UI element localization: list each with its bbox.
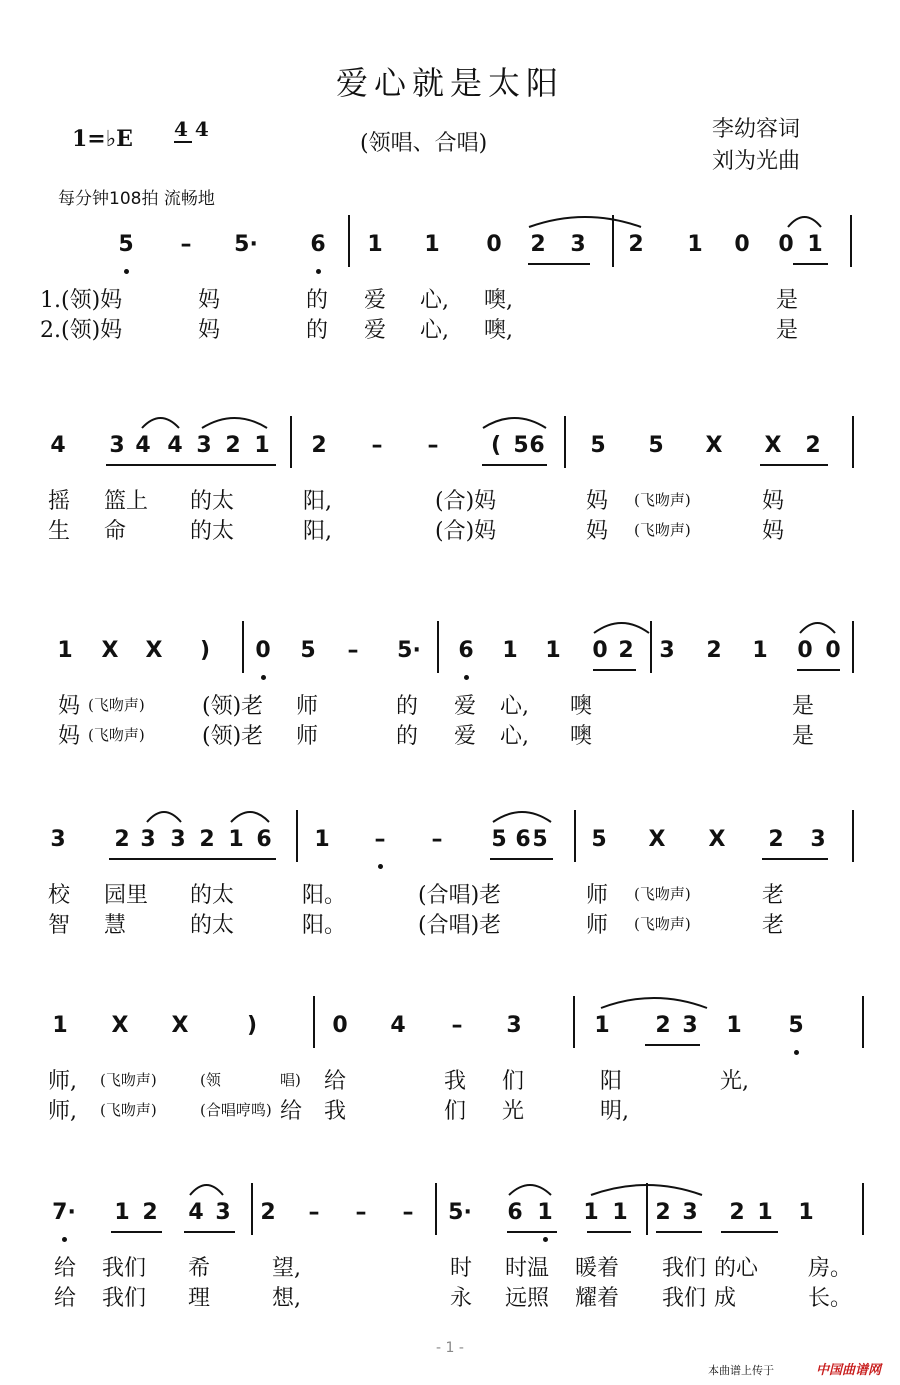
barline <box>296 810 298 862</box>
lyric-verse2: 2.(领)妈 <box>40 318 123 343</box>
barline <box>852 621 854 673</box>
lyric-verse1: 妈 <box>762 489 785 514</box>
slur <box>201 412 268 430</box>
note: 3 <box>570 232 586 257</box>
lyric-verse2: 们 <box>444 1099 467 1124</box>
parts-label: (领唱、合唱) <box>360 131 488 156</box>
lyric-verse1: 们 <box>502 1069 525 1094</box>
lyric-verse1: 爱 <box>364 288 387 313</box>
note: 1 <box>114 1200 130 1225</box>
octave-dot <box>261 675 266 680</box>
note: 3 <box>109 433 125 458</box>
note: X <box>764 433 782 458</box>
octave-dot <box>378 864 383 869</box>
lyric-verse2: 阳, <box>303 519 332 544</box>
lyric-verse2: 妈 <box>198 318 221 343</box>
lyric-verse1: 噢, <box>484 288 513 313</box>
lyric-verse2: (飞吻声) <box>100 1101 157 1119</box>
note: 3 <box>170 827 186 852</box>
note: 3 <box>140 827 156 852</box>
note: 4 <box>188 1200 204 1225</box>
note: 1 <box>228 827 244 852</box>
lyric-verse1: 是 <box>776 288 799 313</box>
lyric-verse1: 房。 <box>808 1256 853 1281</box>
note: 1 <box>757 1200 773 1225</box>
lyric-verse1: 唱) <box>280 1071 301 1089</box>
lyric-verse2: 爱 <box>454 724 477 749</box>
lyric-verse2: 师 <box>296 724 319 749</box>
note: – <box>431 827 443 852</box>
lyric-verse2: (领)老 <box>202 724 264 749</box>
note: 1 <box>314 827 330 852</box>
lyric-verse1: (领 <box>200 1071 221 1089</box>
note: 6 <box>458 638 474 663</box>
lyric-verse2: (飞吻声) <box>634 915 691 933</box>
lyric-verse1: 妈 <box>198 288 221 313</box>
lyric-verse2: 想, <box>272 1286 301 1311</box>
note: X <box>171 1013 189 1038</box>
lyric-verse2: 我 <box>324 1099 347 1124</box>
note: 2 <box>618 638 634 663</box>
note: 1 <box>502 638 518 663</box>
lyric-verse2: 爱 <box>364 318 387 343</box>
note: 6 <box>310 232 326 257</box>
barline <box>574 810 576 862</box>
lyric-verse1: 阳 <box>600 1069 623 1094</box>
lyric-verse2: 心, <box>420 318 449 343</box>
lyric-verse1: 师 <box>296 694 319 719</box>
octave-dot <box>543 1237 548 1242</box>
lyric-verse2: 心, <box>500 724 529 749</box>
beam-underline <box>106 464 276 466</box>
note: 2 <box>311 433 327 458</box>
note: 6 <box>515 827 531 852</box>
lyric-verse2: 智 <box>48 913 71 938</box>
note: 5 <box>788 1013 804 1038</box>
note: 5 <box>491 827 507 852</box>
lyric-verse1: 暖着 <box>575 1256 620 1281</box>
note: 3 <box>659 638 675 663</box>
barline <box>650 621 652 673</box>
lyric-verse2: 师 <box>586 913 609 938</box>
beam-underline <box>587 1231 631 1233</box>
lyric-verse1: 我们 <box>102 1256 147 1281</box>
barline <box>862 1183 864 1235</box>
note: 0 <box>592 638 608 663</box>
lyric-verse1: 妈 <box>58 694 81 719</box>
note: – <box>427 433 439 458</box>
lyric-verse1: (合唱)老 <box>418 883 502 908</box>
note: 5 <box>300 638 316 663</box>
note: 5 <box>118 232 134 257</box>
barline <box>850 215 852 267</box>
lyric-verse1: 校 <box>48 883 71 908</box>
lyric-verse1: 给 <box>324 1069 347 1094</box>
lyric-verse1: 师, <box>48 1069 77 1094</box>
note: 2 <box>142 1200 158 1225</box>
note: 4 <box>135 433 151 458</box>
site-brand-logo: 中国曲谱网 <box>816 1363 882 1378</box>
note: X <box>111 1013 129 1038</box>
barline <box>251 1183 253 1235</box>
note: 4 <box>167 433 183 458</box>
lyric-verse2: 远照 <box>505 1286 550 1311</box>
beam-underline <box>109 858 276 860</box>
lyric-verse1: 我们 <box>662 1256 707 1281</box>
beam-underline <box>645 1044 700 1046</box>
lyric-verse2: 明, <box>600 1099 629 1124</box>
lyric-verse2: 成 <box>714 1286 737 1311</box>
note: 2 <box>655 1200 671 1225</box>
lyric-verse1: 1.(领)妈 <box>40 288 123 313</box>
lyric-verse1: (领)老 <box>202 694 264 719</box>
lyric-verse1: 爱 <box>454 694 477 719</box>
note: 0 <box>734 232 750 257</box>
note: – <box>371 433 383 458</box>
lyric-verse1: 心, <box>500 694 529 719</box>
note: 1 <box>367 232 383 257</box>
note: – <box>374 827 386 852</box>
note: 3 <box>506 1013 522 1038</box>
lyric-verse1: 篮上 <box>104 489 149 514</box>
slur <box>482 412 547 430</box>
lyric-verse2: 我们 <box>662 1286 707 1311</box>
note: 1 <box>594 1013 610 1038</box>
lyric-verse1: 望, <box>272 1256 301 1281</box>
lyric-verse1: (飞吻声) <box>634 885 691 903</box>
lyric-verse2: 的太 <box>190 913 235 938</box>
lyric-verse2: 命 <box>104 519 127 544</box>
lyric-verse2: (合)妈 <box>435 519 497 544</box>
note: 5 <box>532 827 548 852</box>
beam-underline <box>507 1231 557 1233</box>
note: 5 <box>648 433 664 458</box>
note: 1 <box>57 638 73 663</box>
song-title: 爱心就是太阳 <box>335 64 564 102</box>
note: 0 <box>255 638 271 663</box>
lyric-verse2: 光 <box>502 1099 525 1124</box>
note: ) <box>199 638 211 663</box>
octave-dot <box>316 269 321 274</box>
note: 4 <box>390 1013 406 1038</box>
barline <box>852 416 854 468</box>
note: 1 <box>752 638 768 663</box>
tempo-marking: 每分钟108拍 流畅地 <box>58 189 215 209</box>
barline <box>573 996 575 1048</box>
note: 0 <box>797 638 813 663</box>
note: 2 <box>628 232 644 257</box>
note: 5· <box>234 232 258 257</box>
barline <box>242 621 244 673</box>
lyric-verse1: (飞吻声) <box>88 696 145 714</box>
beam-underline <box>528 263 590 265</box>
note: 2 <box>729 1200 745 1225</box>
lyric-verse1: 师 <box>586 883 609 908</box>
note: 0 <box>486 232 502 257</box>
barline <box>313 996 315 1048</box>
page-number: - 1 - <box>436 1340 464 1356</box>
lyric-verse1: (合)妈 <box>435 489 497 514</box>
slur <box>593 617 650 635</box>
lyric-verse2: (合唱)老 <box>418 913 502 938</box>
lyric-verse2: (飞吻声) <box>634 521 691 539</box>
lyric-verse2: (飞吻声) <box>88 726 145 744</box>
key-signature: 1=♭E <box>72 126 133 152</box>
beam-underline <box>793 263 828 265</box>
octave-dot <box>62 1237 67 1242</box>
lyric-verse2: 妈 <box>58 724 81 749</box>
beam-underline <box>762 858 828 860</box>
note: 1 <box>726 1013 742 1038</box>
lyric-verse1: 阳。 <box>302 883 347 908</box>
lyric-verse2: 长。 <box>808 1286 853 1311</box>
octave-dot <box>794 1050 799 1055</box>
note: ) <box>246 1013 258 1038</box>
note: 3 <box>215 1200 231 1225</box>
barline <box>348 215 350 267</box>
lyric-verse2: 我们 <box>102 1286 147 1311</box>
lyric-verse2: 给 <box>280 1099 303 1124</box>
lyric-verse2: 噢, <box>484 318 513 343</box>
note: 1 <box>52 1013 68 1038</box>
beam-underline <box>111 1231 162 1233</box>
note: X <box>708 827 726 852</box>
lyric-verse1: 我 <box>444 1069 467 1094</box>
note: 2 <box>706 638 722 663</box>
lyric-verse1: 摇 <box>48 489 71 514</box>
note: 1 <box>254 433 270 458</box>
note: 2 <box>768 827 784 852</box>
note: 1 <box>807 232 823 257</box>
note: 5· <box>397 638 421 663</box>
barline <box>437 621 439 673</box>
note: X <box>145 638 163 663</box>
lyric-verse2: 慧 <box>104 913 127 938</box>
lyric-verse1: 园里 <box>104 883 149 908</box>
note: 1 <box>612 1200 628 1225</box>
lyric-verse2: 妈 <box>586 519 609 544</box>
note: – <box>355 1200 367 1225</box>
slur <box>600 992 708 1010</box>
lyric-verse1: 光, <box>720 1069 749 1094</box>
slur <box>146 806 182 824</box>
note: 2 <box>225 433 241 458</box>
note: 2 <box>199 827 215 852</box>
note: 3 <box>682 1200 698 1225</box>
lyric-verse1: 的 <box>306 288 329 313</box>
octave-dot <box>464 675 469 680</box>
time-sig-line <box>174 141 192 143</box>
beam-underline <box>760 464 828 466</box>
beam-underline <box>721 1231 778 1233</box>
note: 6 <box>529 433 545 458</box>
lyric-verse2: (合唱哼鸣) <box>200 1101 272 1119</box>
note: 3 <box>196 433 212 458</box>
note: 2 <box>805 433 821 458</box>
lyric-verse1: 时温 <box>505 1256 550 1281</box>
note: 1 <box>537 1200 553 1225</box>
slur <box>189 1179 224 1197</box>
lyric-verse2: 的太 <box>190 519 235 544</box>
time-sig-bottom: 4 <box>194 117 209 141</box>
upload-notice: 本曲谱上传于 <box>708 1364 774 1377</box>
note: 5· <box>448 1200 472 1225</box>
note: – <box>308 1200 320 1225</box>
note: 4 <box>50 433 66 458</box>
note: X <box>648 827 666 852</box>
lyric-verse1: 时 <box>450 1256 473 1281</box>
slur <box>528 211 642 229</box>
lyric-verse1: 给 <box>54 1256 77 1281</box>
barline <box>862 996 864 1048</box>
note: 5 <box>591 827 607 852</box>
note: 3 <box>50 827 66 852</box>
note: – <box>451 1013 463 1038</box>
lyric-verse2: 生 <box>48 519 71 544</box>
lyric-verse2: 妈 <box>762 519 785 544</box>
beam-underline <box>490 858 553 860</box>
lyric-verse1: 心, <box>420 288 449 313</box>
note: 1 <box>424 232 440 257</box>
slur <box>590 1179 703 1197</box>
lyric-verse1: 的 <box>396 694 419 719</box>
beam-underline <box>656 1231 702 1233</box>
slur <box>492 806 552 824</box>
lyric-verse2: 老 <box>762 913 785 938</box>
lyric-verse1: 的心 <box>714 1256 759 1281</box>
lyric-verse1: (飞吻声) <box>100 1071 157 1089</box>
note: 5 <box>590 433 606 458</box>
note: 2 <box>655 1013 671 1038</box>
note: 1 <box>583 1200 599 1225</box>
time-signature <box>174 118 209 140</box>
note: 1 <box>798 1200 814 1225</box>
note: 0 <box>778 232 794 257</box>
note: X <box>705 433 723 458</box>
lyric-verse1: 希 <box>188 1256 211 1281</box>
lyric-verse1: 是 <box>792 694 815 719</box>
lyric-verse2: 是 <box>776 318 799 343</box>
slur <box>508 1179 552 1197</box>
lyric-verse2: 是 <box>792 724 815 749</box>
slur <box>787 211 822 229</box>
slur <box>141 412 180 430</box>
slur <box>230 806 270 824</box>
note: – <box>180 232 192 257</box>
octave-dot <box>124 269 129 274</box>
lyric-verse1: 老 <box>762 883 785 908</box>
lyric-verse2: 师, <box>48 1099 77 1124</box>
note: 0 <box>825 638 841 663</box>
beam-underline <box>593 669 636 671</box>
note: 2 <box>260 1200 276 1225</box>
lyric-verse2: 阳。 <box>302 913 347 938</box>
note: 7· <box>52 1200 76 1225</box>
time-sig-top: 4 <box>174 117 188 141</box>
lyric-verse2: 给 <box>54 1286 77 1311</box>
note: 0 <box>332 1013 348 1038</box>
beam-underline <box>184 1231 235 1233</box>
lyric-verse1: 妈 <box>586 489 609 514</box>
note: 3 <box>682 1013 698 1038</box>
lyric-verse2: 的 <box>306 318 329 343</box>
lyric-verse1: 的太 <box>190 489 235 514</box>
lyric-verse1: 噢 <box>570 694 593 719</box>
barline <box>564 416 566 468</box>
note: ( <box>490 433 502 458</box>
note: 3 <box>810 827 826 852</box>
beam-underline <box>482 464 547 466</box>
lyric-verse2: 理 <box>188 1286 211 1311</box>
note: X <box>101 638 119 663</box>
note: 5 <box>513 433 529 458</box>
note: 6 <box>256 827 272 852</box>
barline <box>290 416 292 468</box>
beam-underline <box>797 669 840 671</box>
lyricist-credit: 李幼容词 <box>712 117 801 142</box>
note: 6 <box>507 1200 523 1225</box>
lyric-verse1: 阳, <box>303 489 332 514</box>
composer-credit: 刘为光曲 <box>712 149 801 174</box>
note: 1 <box>687 232 703 257</box>
note: – <box>347 638 359 663</box>
note: 2 <box>530 232 546 257</box>
lyric-verse2: 的 <box>396 724 419 749</box>
lyric-verse1: 的太 <box>190 883 235 908</box>
note: – <box>402 1200 414 1225</box>
note: 2 <box>114 827 130 852</box>
lyric-verse1: (飞吻声) <box>634 491 691 509</box>
note: 1 <box>545 638 561 663</box>
lyric-verse2: 噢 <box>570 724 593 749</box>
lyric-verse2: 耀着 <box>575 1286 620 1311</box>
barline <box>852 810 854 862</box>
barline <box>435 1183 437 1235</box>
slur <box>799 617 836 635</box>
lyric-verse2: 永 <box>450 1286 473 1311</box>
